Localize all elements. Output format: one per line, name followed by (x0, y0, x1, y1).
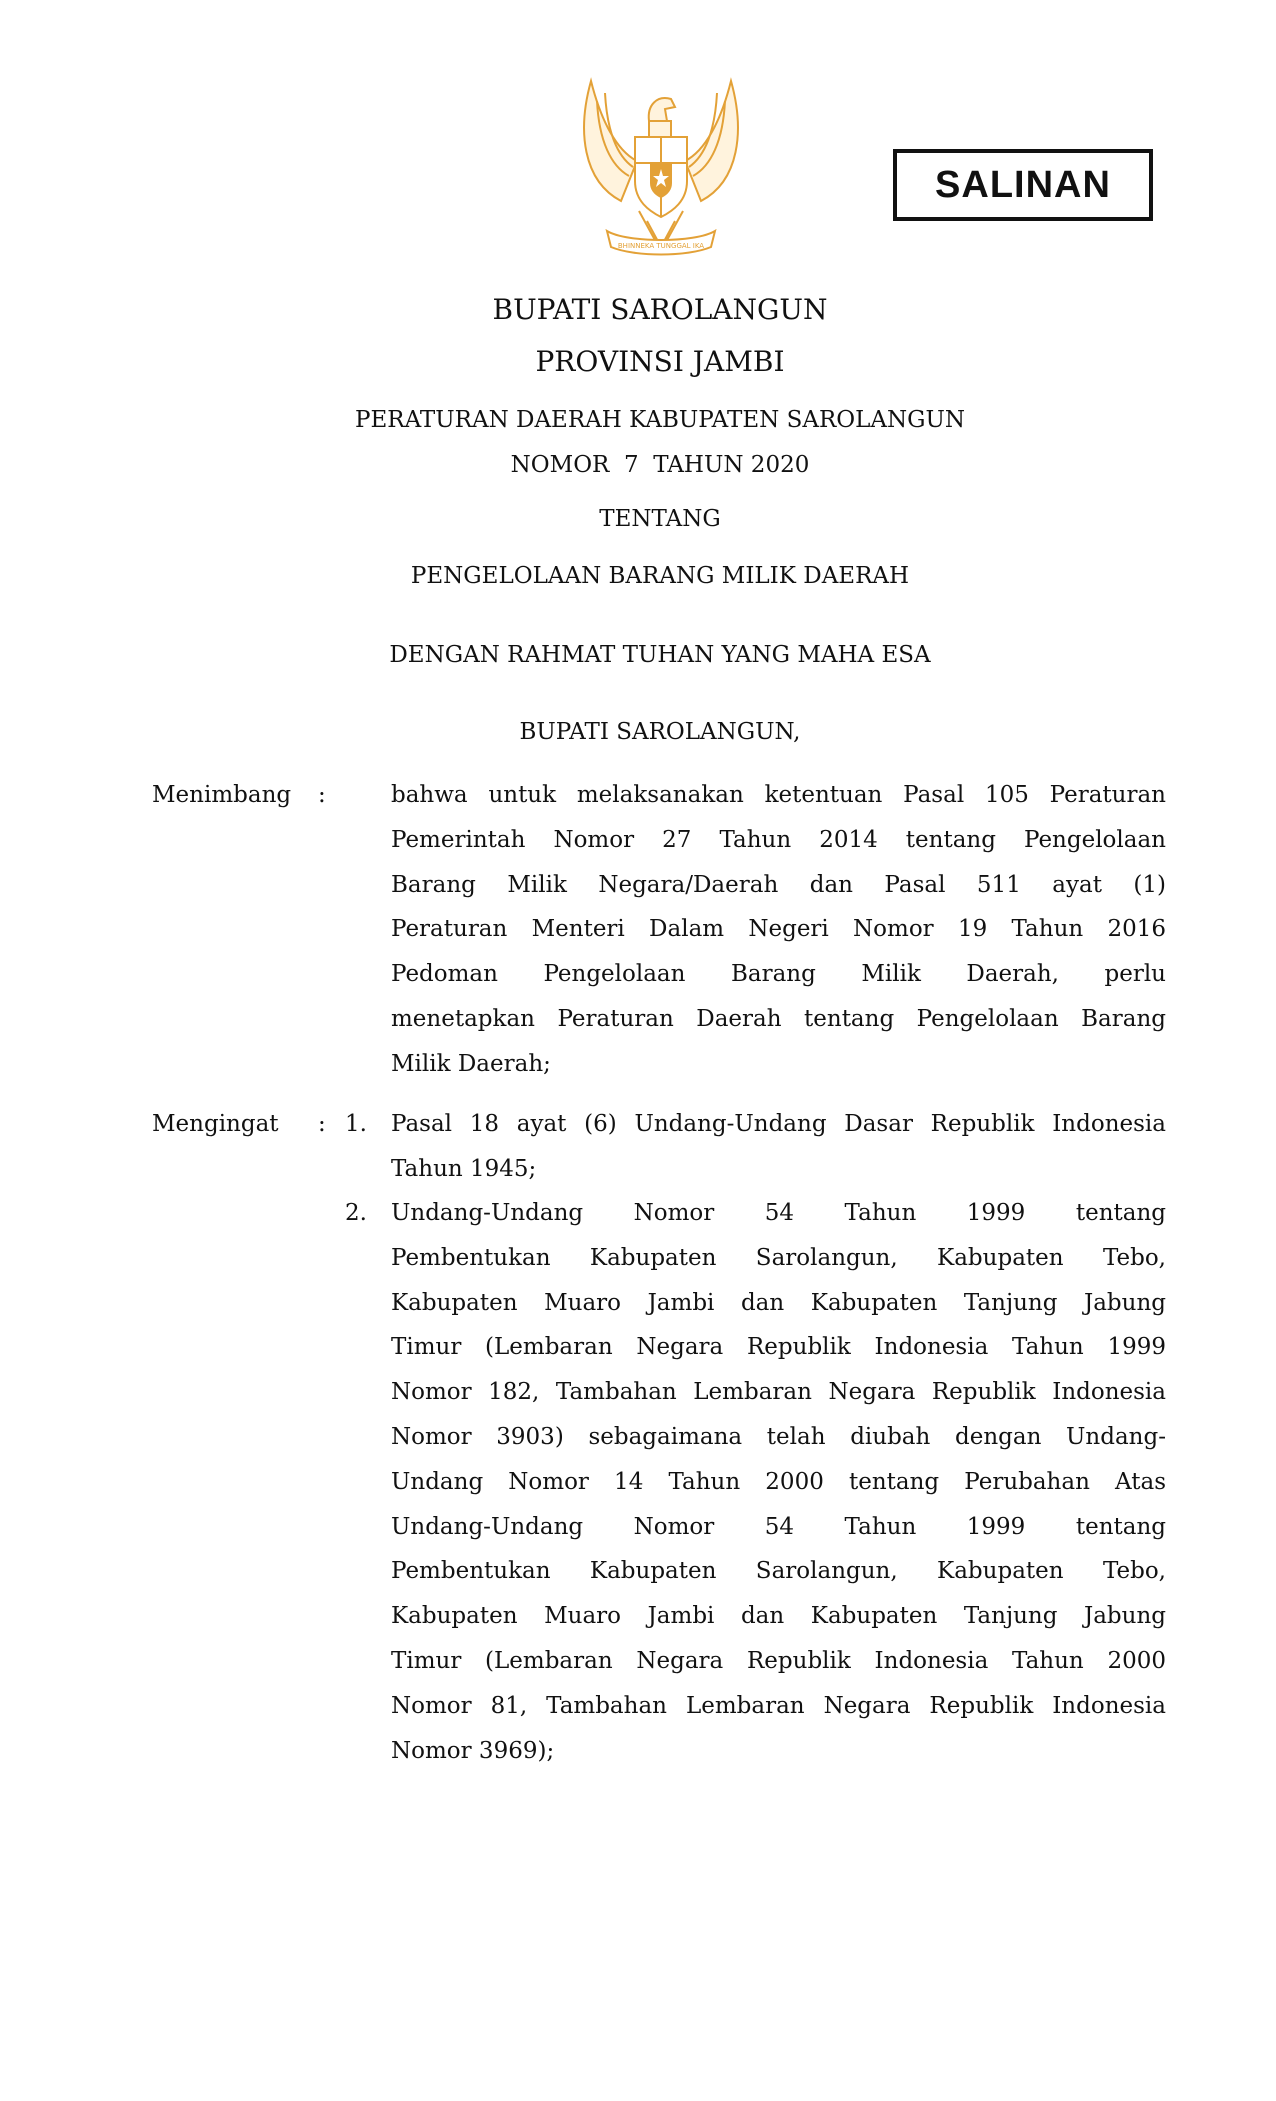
text-line: Pemerintah Nomor 27 Tahun 2014 tentang Pengelolaan (391, 826, 1166, 853)
emblem-motto: BHINNEKA TUNGGAL IKA (617, 242, 705, 250)
text-line: Pembentukan Kabupaten Sarolangun, Kabupaten Tebo, (391, 1558, 1166, 1585)
text-line: Milik Daerah; (391, 1050, 551, 1077)
text-line: Nomor 3969); (391, 1737, 555, 1764)
text-line: Kabupaten Muaro Jambi dan Kabupaten Tanjung Jabung (391, 1603, 1166, 1630)
menimbang-paragraph (391, 773, 1166, 1087)
text-line: menetapkan Peraturan Daerah tentang Pengelolaan Barang (391, 1005, 1166, 1032)
text-line: bahwa untuk melaksanakan ketentuan Pasal 105 Peraturan (391, 782, 1166, 808)
text-line: Peraturan Menteri Dalam Negeri Nomor 19 Tahun 2016 (391, 916, 1166, 943)
text-line: Tahun 1945; (391, 1155, 537, 1182)
menimbang-colon: : (318, 782, 326, 808)
mengingat-item-1 (391, 1102, 1166, 1192)
text-line: Pembentukan Kabupaten Sarolangun, Kabupaten Tebo, (391, 1244, 1166, 1271)
authority: BUPATI SAROLANGUN, (519, 719, 801, 745)
tentang-heading: TENTANG (599, 506, 721, 532)
text-line: Undang-Undang Nomor 54 Tahun 1999 tentang (391, 1513, 1166, 1540)
text-line: Pedoman Pengelolaan Barang Milik Daerah, perlu (391, 961, 1166, 988)
header-bupati: BUPATI SAROLANGUN (492, 293, 828, 326)
garuda-emblem-icon (577, 71, 745, 271)
regulation-number: NOMOR 7 TAHUN 2020 (510, 452, 810, 478)
mengingat-label: Mengingat (152, 1111, 279, 1137)
mengingat-item-number: 1. (345, 1111, 367, 1137)
text-line: Nomor 182, Tambahan Lembaran Negara Republik Indonesia (391, 1379, 1166, 1406)
text-line: Undang-Undang Nomor 54 Tahun 1999 tentang (391, 1200, 1166, 1226)
text-line: Kabupaten Muaro Jambi dan Kabupaten Tanjung Jabung (391, 1289, 1166, 1316)
text-line: Pasal 18 ayat (6) Undang-Undang Dasar Republik Indonesia (391, 1111, 1166, 1137)
text-line: Nomor 3903) sebagaimana telah diubah dengan Undang- (391, 1423, 1166, 1450)
text-line: Timur (Lembaran Negara Republik Indonesia Tahun 1999 (391, 1334, 1166, 1361)
text-line: Undang Nomor 14 Tahun 2000 tentang Perubahan Atas (391, 1468, 1166, 1495)
header-province: PROVINSI JAMBI (535, 345, 785, 378)
mengingat-colon: : (318, 1111, 326, 1137)
menimbang-label: Menimbang (152, 782, 292, 808)
salinan-stamp (893, 149, 1153, 221)
invocation: DENGAN RAHMAT TUHAN YANG MAHA ESA (389, 642, 931, 668)
mengingat-item-2 (391, 1191, 1166, 1773)
mengingat-item-number: 2. (345, 1200, 367, 1226)
regulation-title: PERATURAN DAERAH KABUPATEN SAROLANGUN (354, 407, 966, 433)
salinan-text: SALINAN (935, 163, 1111, 206)
text-line: Nomor 81, Tambahan Lembaran Negara Republik Indonesia (391, 1692, 1166, 1719)
regulation-subject: PENGELOLAAN BARANG MILIK DAERAH (410, 563, 910, 589)
text-line: Barang Milik Negara/Daerah dan Pasal 511 ayat (1) (391, 871, 1166, 898)
text-line: Timur (Lembaran Negara Republik Indonesia Tahun 2000 (391, 1647, 1166, 1674)
